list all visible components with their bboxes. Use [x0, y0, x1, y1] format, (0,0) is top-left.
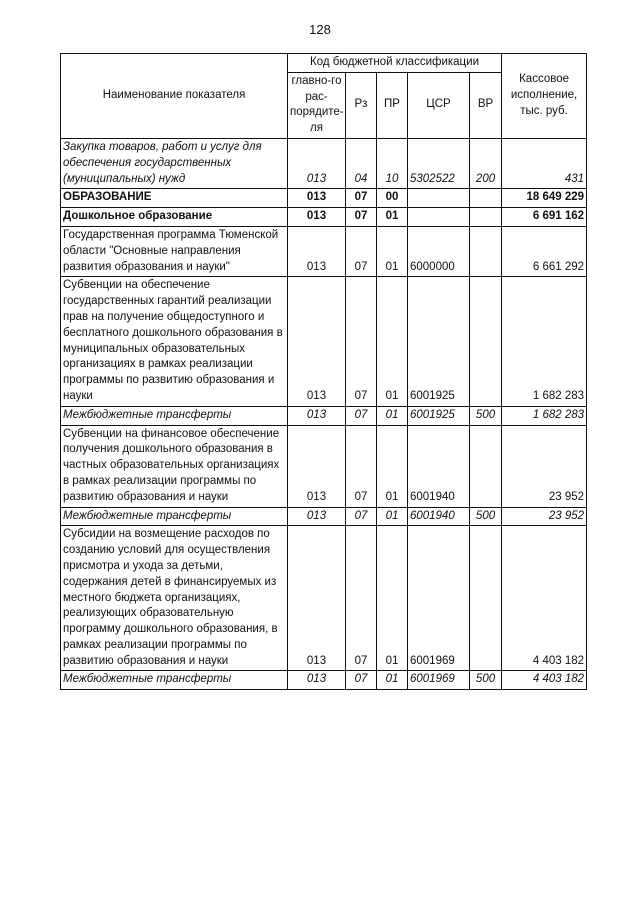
row-name: Закупка товаров, работ и услуг для обеспечения государственных (муниципальных) нужд	[61, 138, 288, 188]
budget-table	[60, 53, 587, 690]
row-rz: 07	[346, 226, 377, 276]
row-csr: 6001925	[408, 406, 470, 425]
row-pr: 01	[377, 671, 408, 690]
header-chief-manager: главно-го рас-порядите-ля	[288, 72, 346, 138]
row-rz: 07	[346, 208, 377, 227]
row-name: Межбюджетные трансферты	[61, 671, 288, 690]
table-row	[61, 277, 587, 406]
row-rz: 07	[346, 406, 377, 425]
row-chief-manager: 013	[288, 671, 346, 690]
row-vr	[470, 277, 502, 406]
row-chief-manager: 013	[288, 138, 346, 188]
row-amount: 1 682 283	[502, 277, 587, 406]
header-vr: ВР	[470, 72, 502, 138]
row-amount: 431	[502, 138, 587, 188]
row-rz: 07	[346, 526, 377, 671]
row-chief-manager: 013	[288, 189, 346, 208]
row-vr	[470, 189, 502, 208]
row-csr: 6001940	[408, 507, 470, 526]
page-number: 128	[309, 22, 331, 37]
row-chief-manager: 013	[288, 277, 346, 406]
row-name: Межбюджетные трансферты	[61, 406, 288, 425]
table-row	[61, 671, 587, 690]
header-rz: Рз	[346, 72, 377, 138]
row-amount: 18 649 229	[502, 189, 587, 208]
table-row	[61, 425, 587, 507]
row-csr: 5302522	[408, 138, 470, 188]
row-rz: 04	[346, 138, 377, 188]
row-vr: 500	[470, 507, 502, 526]
header-indicator-name: Наименование показателя	[61, 54, 288, 139]
row-amount: 4 403 182	[502, 526, 587, 671]
row-amount: 6 691 162	[502, 208, 587, 227]
row-amount: 1 682 283	[502, 406, 587, 425]
row-chief-manager: 013	[288, 526, 346, 671]
row-pr: 10	[377, 138, 408, 188]
row-pr: 01	[377, 425, 408, 507]
row-name: Дошкольное образование	[61, 208, 288, 227]
row-name: Государственная программа Тюменской области "Основные направления развития образования и науки"	[61, 226, 288, 276]
row-vr: 500	[470, 406, 502, 425]
row-amount: 23 952	[502, 425, 587, 507]
header-csr: ЦСР	[408, 72, 470, 138]
row-name: Субсидии на возмещение расходов по созданию условий для осуществления присмотра и ухода за детьми, содержания детей в финансируемых из местного бюджета организациях, реализующих образовательную программу дошкольного образования, в рамках реализации программы по развитию образования и науки	[61, 526, 288, 671]
row-vr	[470, 526, 502, 671]
row-pr: 01	[377, 277, 408, 406]
row-amount: 4 403 182	[502, 671, 587, 690]
row-pr: 01	[377, 208, 408, 227]
row-chief-manager: 013	[288, 208, 346, 227]
row-pr: 01	[377, 226, 408, 276]
table-header	[61, 54, 587, 139]
row-chief-manager: 013	[288, 425, 346, 507]
header-cash-execution: Кассовое исполнение, тыс. руб.	[502, 54, 587, 139]
table-row	[61, 189, 587, 208]
row-pr: 01	[377, 526, 408, 671]
row-csr: 6001969	[408, 671, 470, 690]
row-csr: 6000000	[408, 226, 470, 276]
header-budget-code: Код бюджетной классификации	[288, 54, 502, 73]
table-row	[61, 138, 587, 188]
row-vr	[470, 226, 502, 276]
row-amount: 6 661 292	[502, 226, 587, 276]
table-row	[61, 526, 587, 671]
row-name: ОБРАЗОВАНИЕ	[61, 189, 288, 208]
row-csr: 6001969	[408, 526, 470, 671]
row-pr: 00	[377, 189, 408, 208]
row-rz: 07	[346, 507, 377, 526]
row-vr: 200	[470, 138, 502, 188]
row-amount: 23 952	[502, 507, 587, 526]
row-pr: 01	[377, 507, 408, 526]
row-chief-manager: 013	[288, 507, 346, 526]
row-chief-manager: 013	[288, 406, 346, 425]
row-rz: 07	[346, 425, 377, 507]
header-pr: ПР	[377, 72, 408, 138]
row-rz: 07	[346, 671, 377, 690]
table-row	[61, 208, 587, 227]
row-csr	[408, 189, 470, 208]
table-row	[61, 406, 587, 425]
row-pr: 01	[377, 406, 408, 425]
table-row	[61, 507, 587, 526]
row-vr	[470, 208, 502, 227]
row-rz: 07	[346, 277, 377, 406]
row-chief-manager: 013	[288, 226, 346, 276]
row-name: Межбюджетные трансферты	[61, 507, 288, 526]
row-name: Субвенции на обеспечение государственных гарантий реализации прав на получение общедоступного и бесплатного дошкольного образования в муниципальных образовательных организациях в рамках реализации программы по развитию образования и науки	[61, 277, 288, 406]
row-csr: 6001940	[408, 425, 470, 507]
row-name: Субвенции на финансовое обеспечение получения дошкольного образования в частных образовательных организациях в рамках реализации программы по развитию образования и науки	[61, 425, 288, 507]
row-csr: 6001925	[408, 277, 470, 406]
row-vr	[470, 425, 502, 507]
row-vr: 500	[470, 671, 502, 690]
row-csr	[408, 208, 470, 227]
row-rz: 07	[346, 189, 377, 208]
table-row	[61, 226, 587, 276]
